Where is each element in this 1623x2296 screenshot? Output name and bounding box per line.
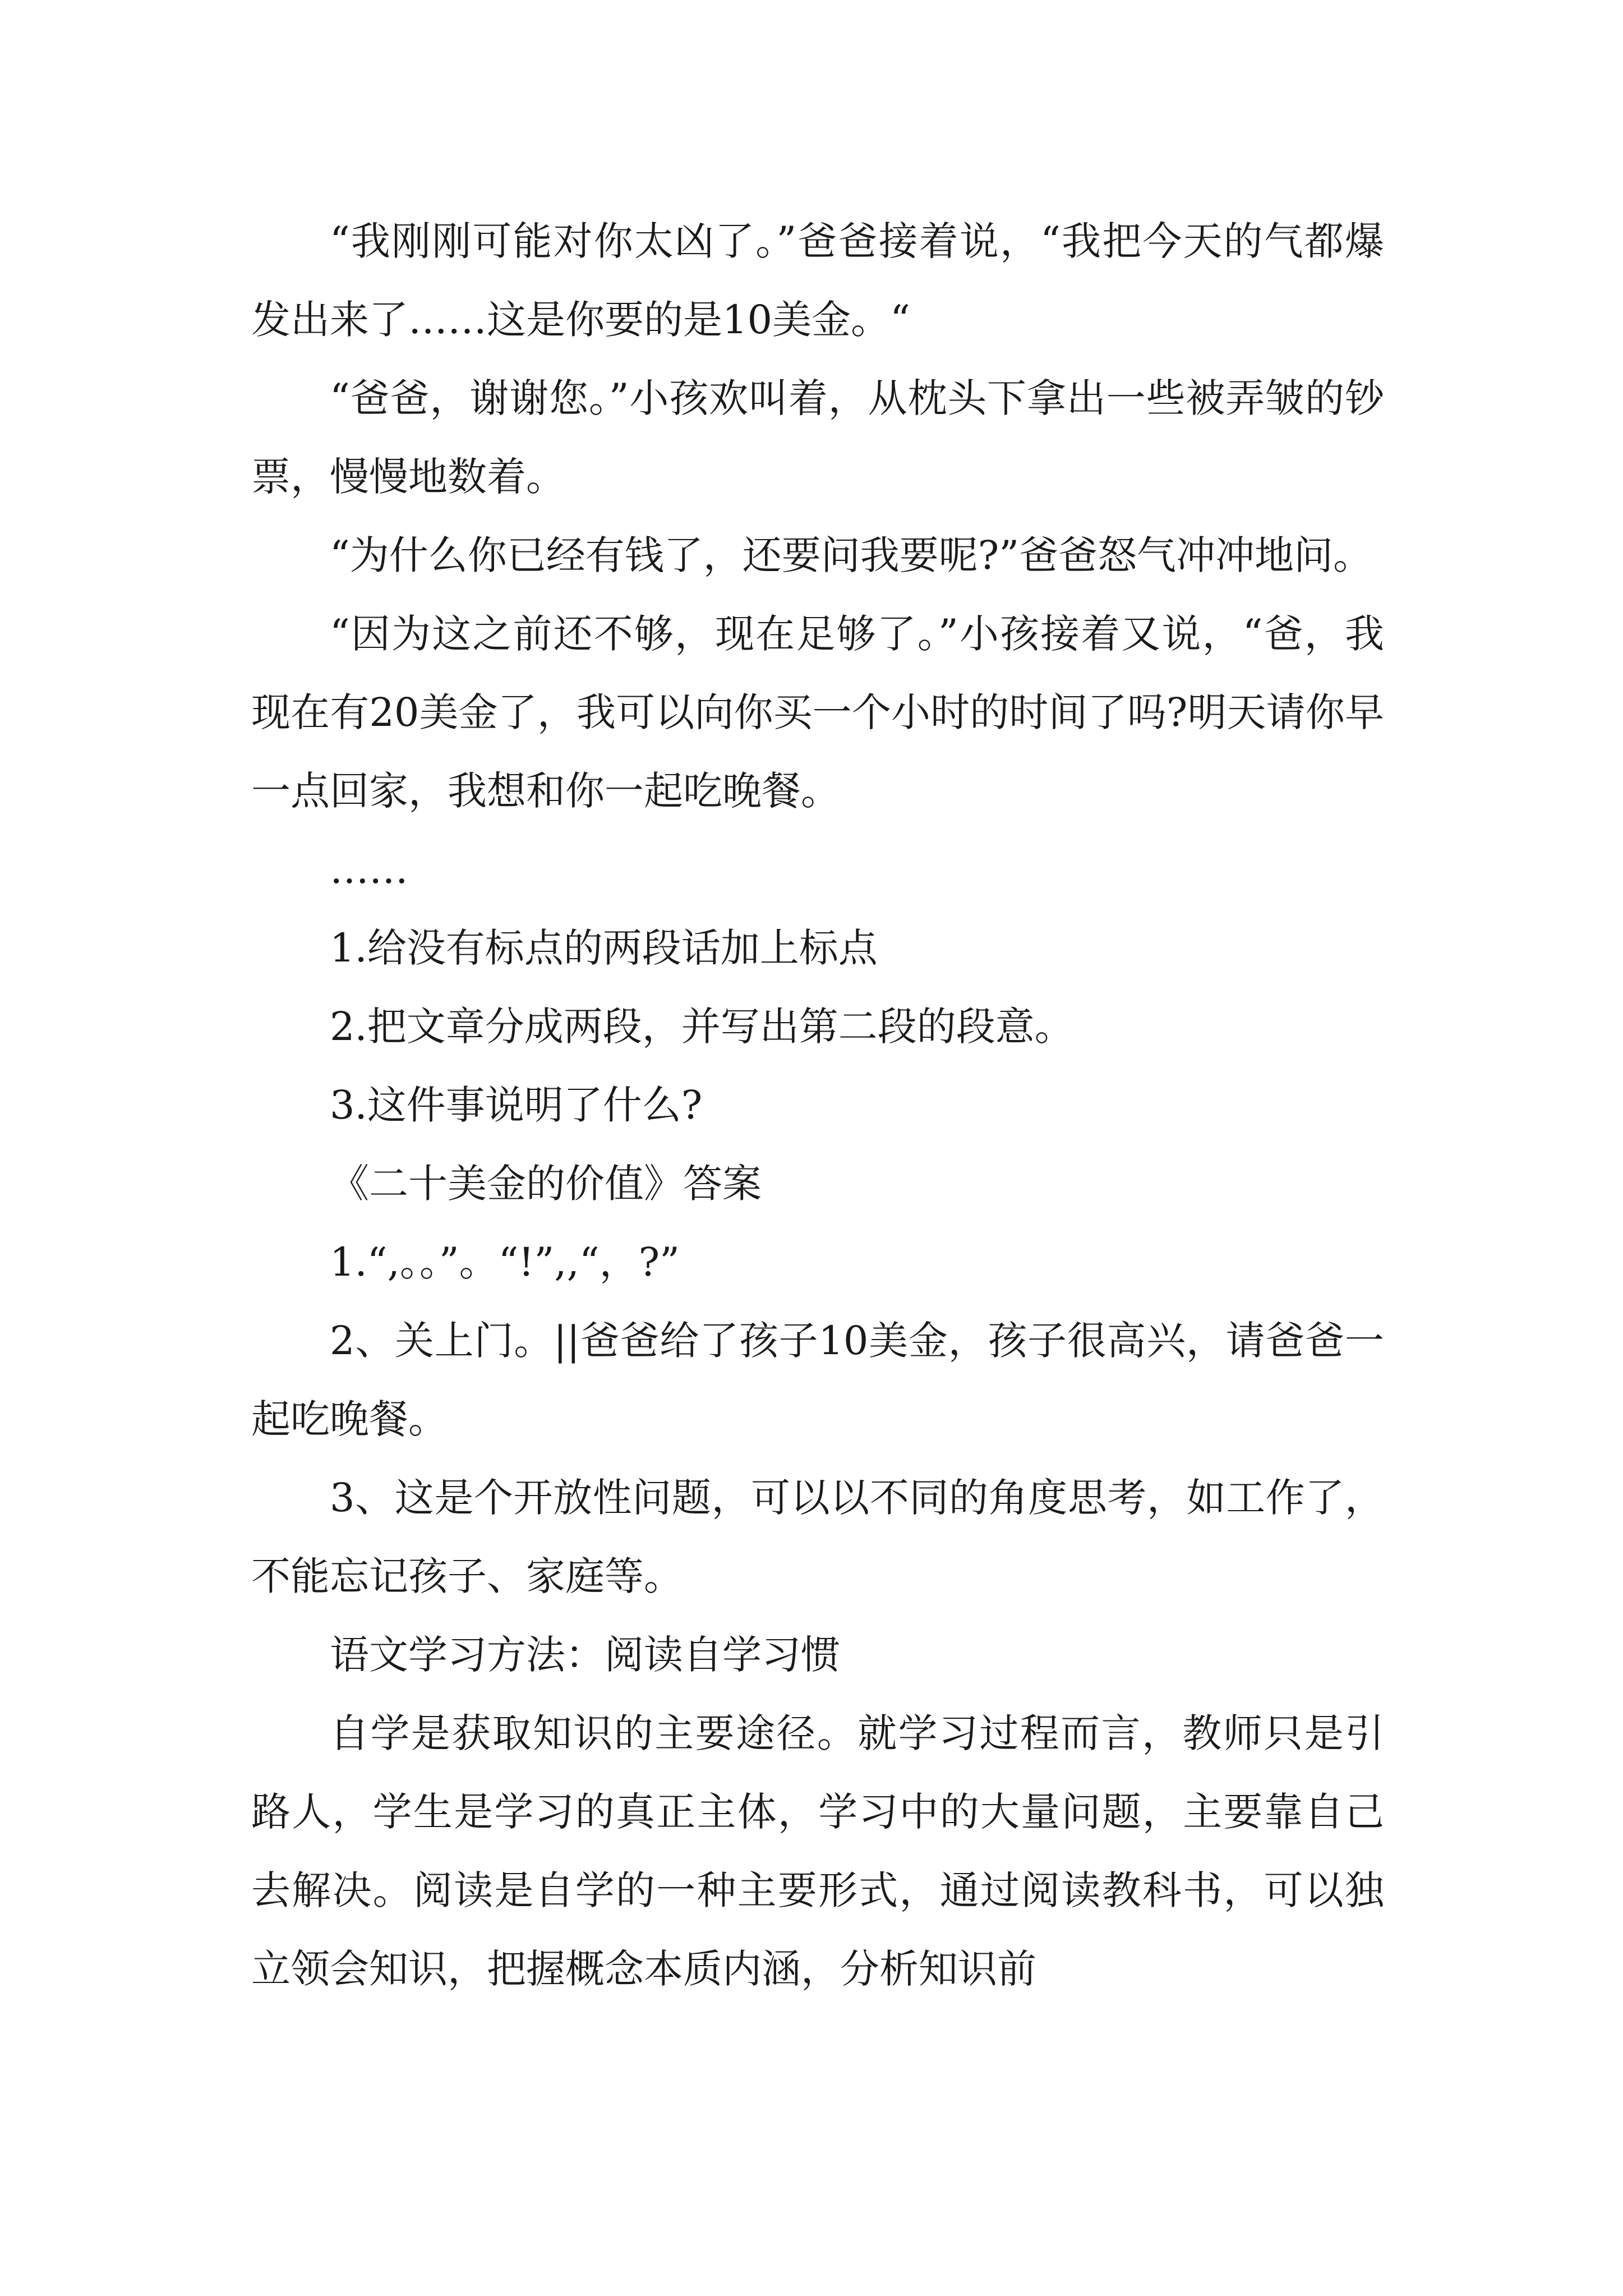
answer-1: 1.“,。。”。“!”,,“，?” bbox=[330, 1239, 680, 1285]
paragraph-dialogue-3: “为什么你已经有钱了，还要问我要呢?”爸爸怒气冲冲地问。 bbox=[330, 532, 1373, 578]
paragraph-dialogue-2: “爸爸，谢谢您。”小孩欢叫着，从枕头下拿出一些被弄皱的钞票，慢慢地数着。 bbox=[251, 375, 1384, 500]
paragraph-dialogue-4: “因为这之前还不够，现在足够了。”小孩接着又说，“爸，我现在有20美金了，我可以向你买一个小时的时间了吗?明天请你早一点回家，我想和你一起吃晚餐。 bbox=[251, 611, 1384, 814]
question-1: 1.给没有标点的两段话加上标点 bbox=[330, 925, 878, 971]
document-page bbox=[251, 202, 1384, 2008]
paragraph-self-study: 自学是获取知识的主要途径。就学习过程而言，教师只是引路人，学生是学习的真正主体，学习中的大量问题，主要靠自己去解决。阅读是自学的一种主要形式，通过阅读教科书，可以独立领会知识，把握概念本质内涵，分析知识前 bbox=[251, 1710, 1384, 1992]
paragraph-dialogue-1: “我刚刚可能对你太凶了。”爸爸接着说，“我把今天的气都爆发出来了……这是你要的是10美金。“ bbox=[251, 218, 1384, 343]
question-2: 2.把文章分成两段，并写出第二段的段意。 bbox=[330, 1004, 1074, 1050]
section-heading-study-method: 语文学习方法：阅读自学习惯 bbox=[330, 1632, 840, 1678]
question-3: 3.这件事说明了什么? bbox=[330, 1082, 703, 1128]
answer-heading: 《二十美金的价值》答案 bbox=[330, 1161, 762, 1207]
paragraph-ellipsis: …… bbox=[330, 846, 408, 892]
answer-3: 3、这是个开放性问题，可以以不同的角度思考，如工作了，不能忘记孩子、家庭等。 bbox=[251, 1475, 1384, 1599]
answer-2: 2、关上门。||爸爸给了孩子10美金，孩子很高兴，请爸爸一起吃晚餐。 bbox=[251, 1318, 1384, 1442]
